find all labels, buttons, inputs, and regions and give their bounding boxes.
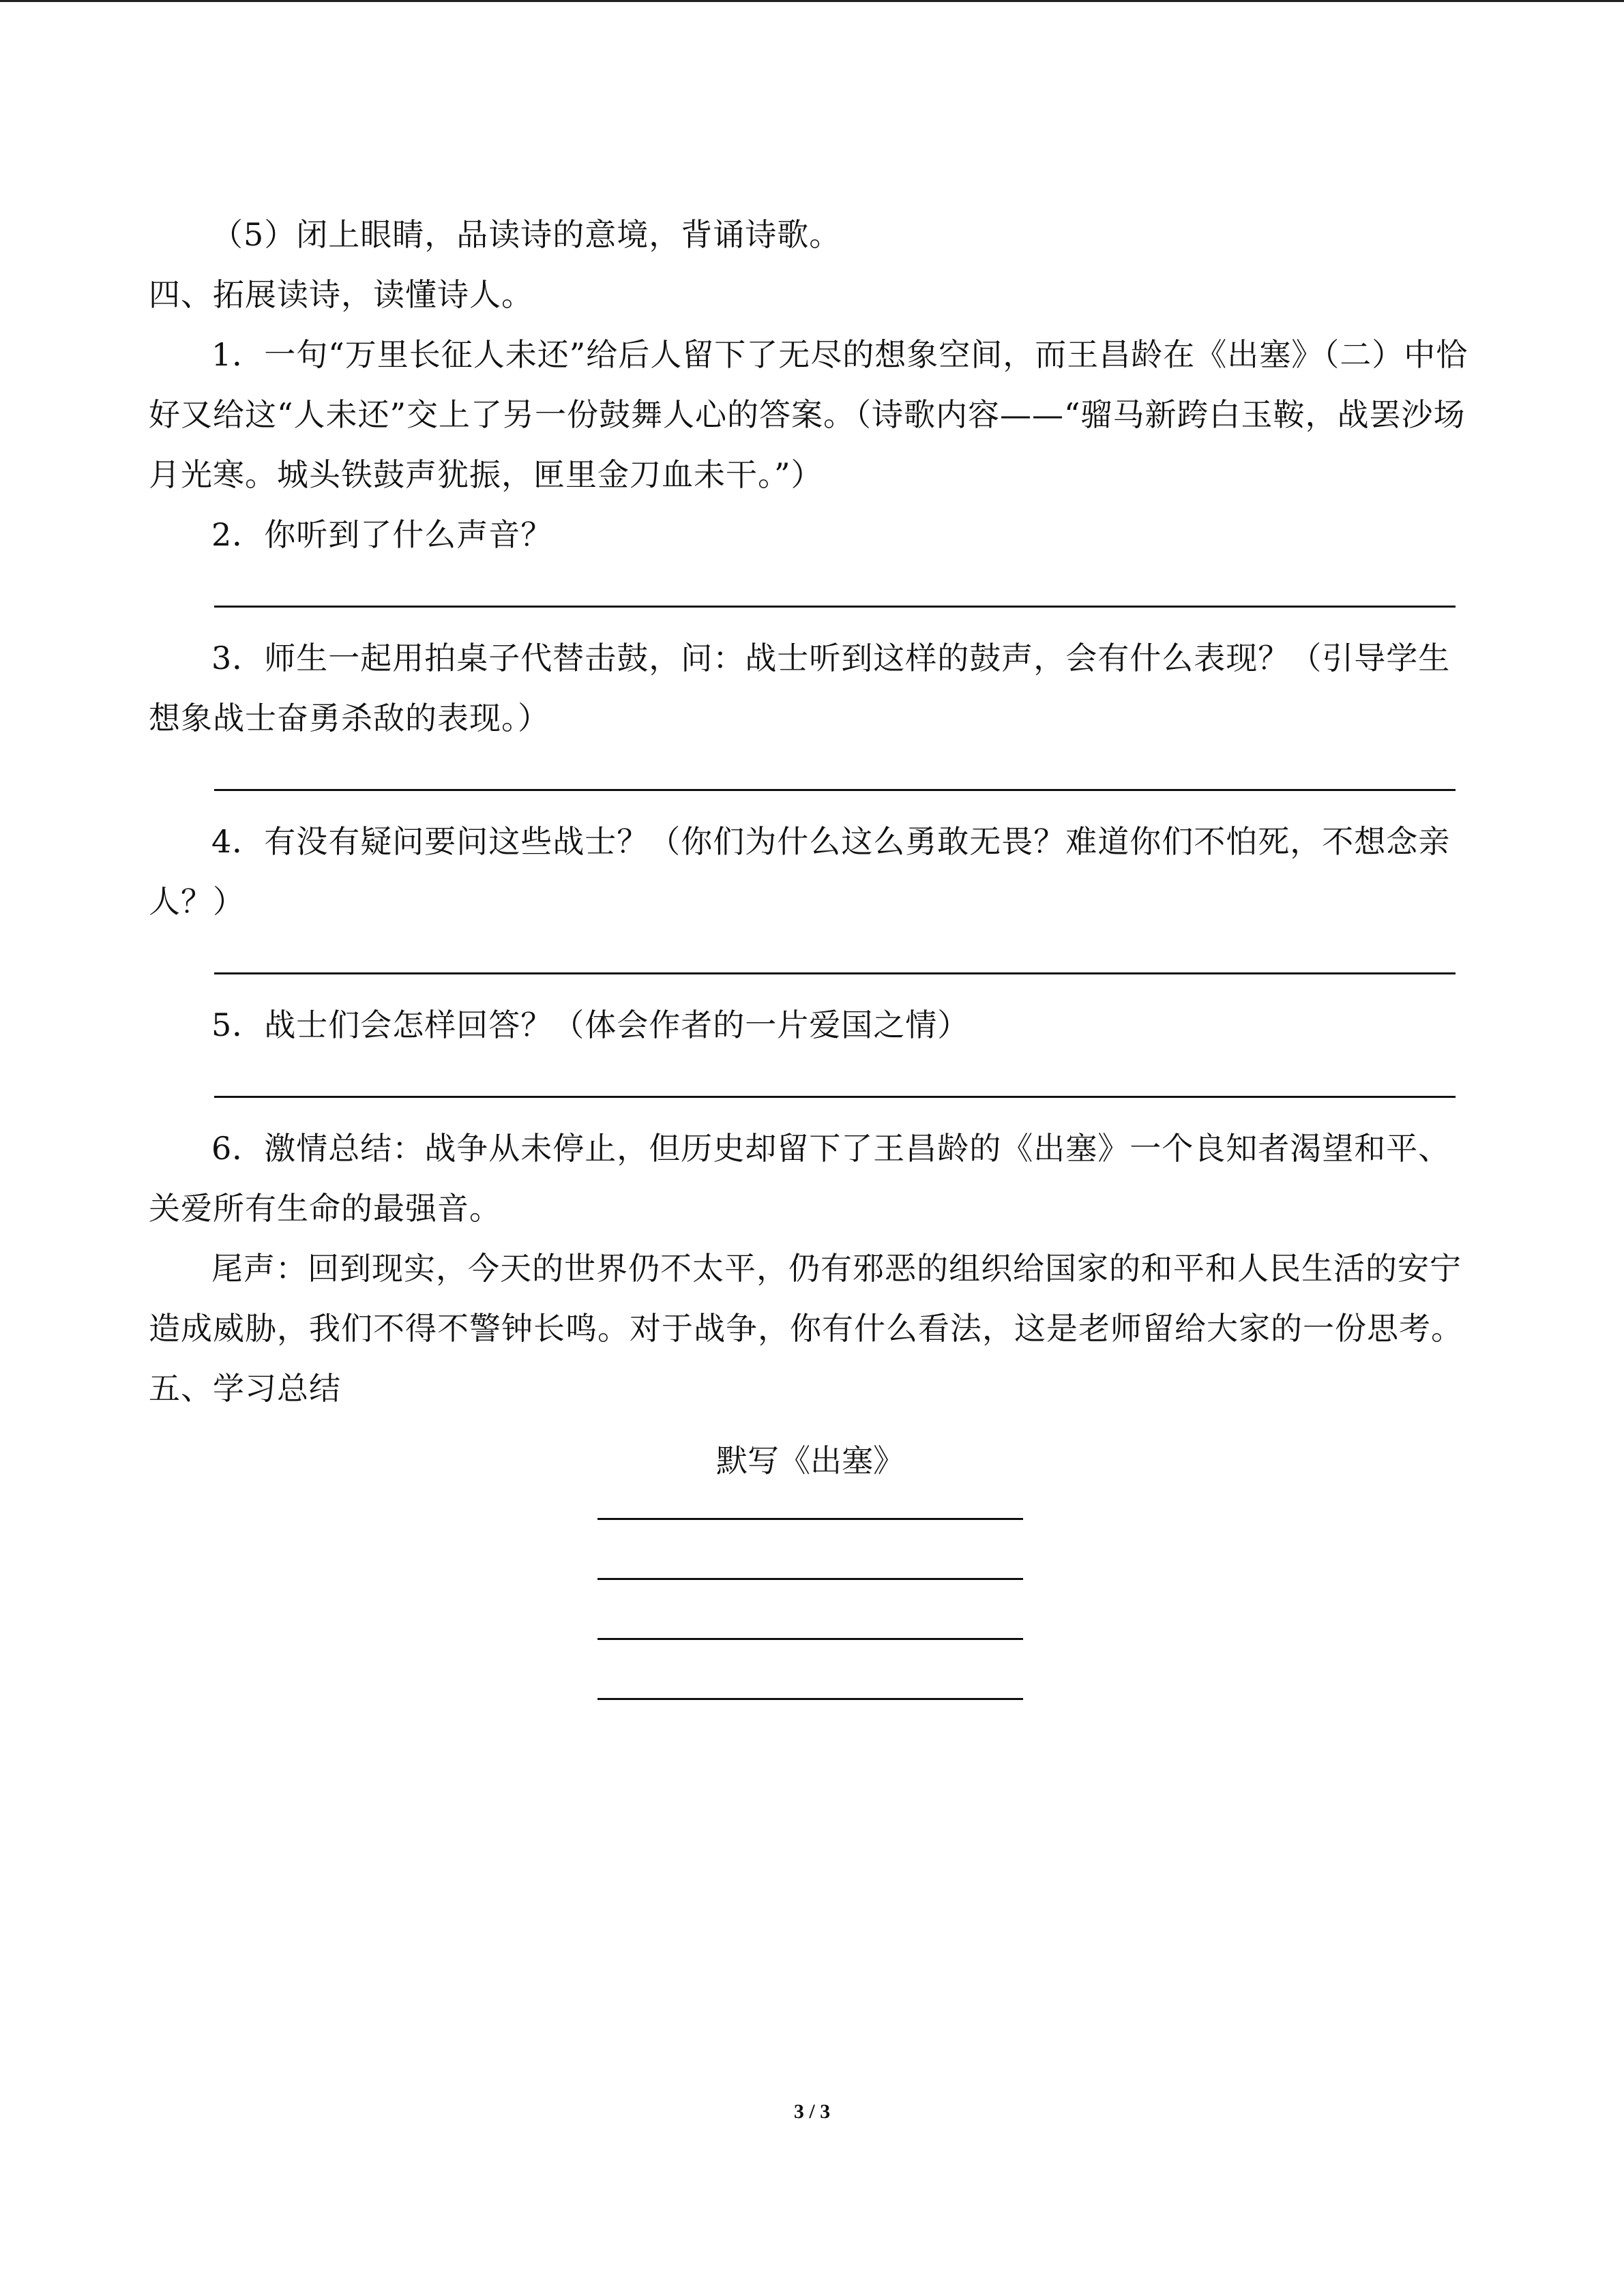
top-border: [0, 0, 1624, 2]
document-body: [149, 205, 1472, 1758]
dictation-line-2: [597, 1578, 1023, 1580]
dictation-line-3: [597, 1638, 1023, 1640]
dictation-line-1: [597, 1518, 1023, 1520]
item-6-summary: 6．激情总结：战争从未停止，但历史却留下了王昌龄的《出塞》一个良知者渴望和平、关爱所有生命的最强音。: [149, 1130, 1451, 1227]
epilogue-paragraph: 尾声：回到现实，今天的世界仍不太平，仍有邪恶的组织给国家的和平和人民生活的安宁造成威胁，我们不得不警钟长鸣。对于战争，你有什么看法，这是老师留给大家的一份思考。五、学习总结: [149, 1250, 1463, 1407]
dictation-line-4: [597, 1698, 1023, 1700]
item-5-question: 5．战士们会怎样回答？（体会作者的一片爱国之情）: [211, 1007, 970, 1043]
page-number: 3 / 3: [793, 2100, 831, 2123]
item-3-question: 3．师生一起用拍桌子代替击鼓，问：战士听到这样的鼓声，会有什么表现？（引导学生想象战士奋勇杀敌的表现。）: [149, 640, 1451, 736]
section-4-heading: 四、拓展读诗，读懂诗人。: [149, 276, 533, 313]
dictation-title: 默写《出塞》: [716, 1442, 904, 1479]
item-2-question: 2．你听到了什么声音？: [211, 516, 553, 553]
dictation-lines: [597, 1518, 1023, 1700]
step-5-recite: （5）闭上眼睛，品读诗的意境，背诵诗歌。: [211, 216, 842, 253]
item-4-question: 4．有没有疑问要问这些战士？（你们为什么这么勇敢无畏？难道你们不怕死，不想念亲人？）: [149, 823, 1451, 920]
item-1-text: 1．一句“万里长征人未还”给后人留下了无尽的想象空间，而王昌龄在《出塞》（二）中恰好又给这“人未还”交上了另一份鼓舞人心的答案。（诗歌内容——“骝马新跨白玉鞍，战罢沙场月光寒。城头铁鼓声犹振，匣里金刀血未干。”）: [149, 336, 1468, 493]
